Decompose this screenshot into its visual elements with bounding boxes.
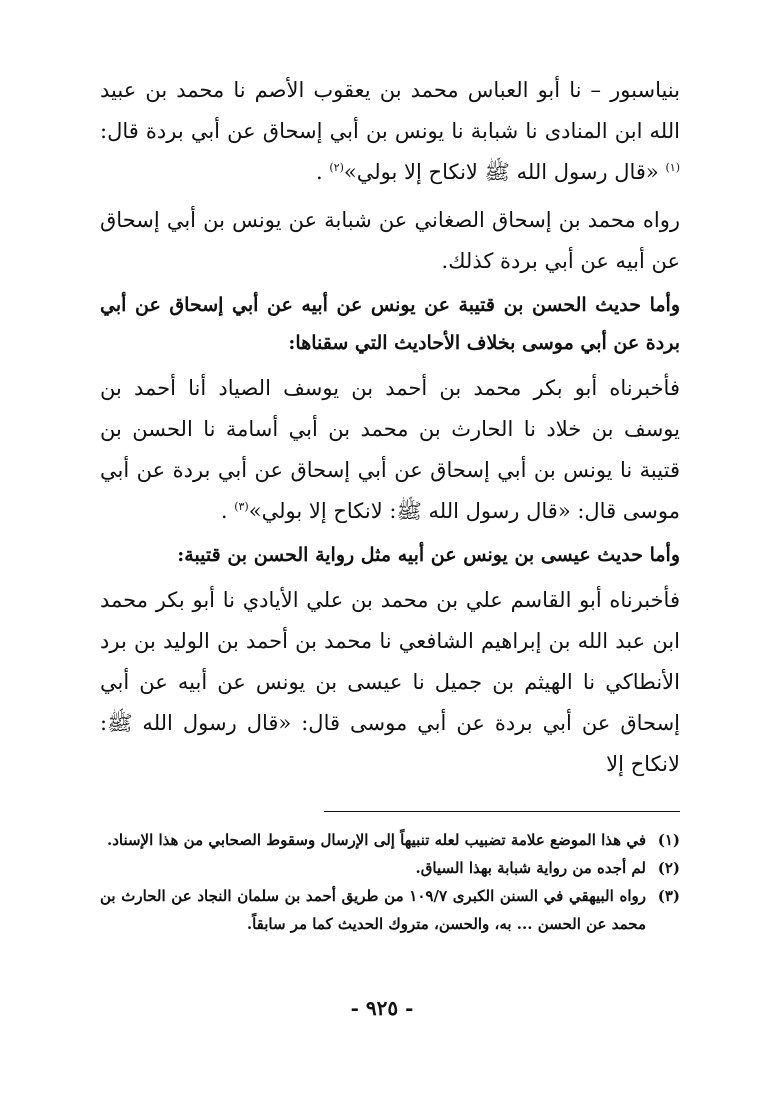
paragraph-3-text: فأخبرناه أبو بكر محمد بن أحمد بن يوسف الصياد أنا أحمد بن يوسف بن خلاد نا الحارث بن محمد بن أبي أسامة نا الحسن بن قتيبة نا يونس بن أبي إسحاق عن أبي إسحاق عن أبي بردة عن أبي موسى قال: «قال رسول الله ﷺ: لانكاح إلا بولي»: [100, 376, 680, 523]
footnotes: [100, 826, 680, 938]
section-heading-1: وأما حديث الحسن بن قتيبة عن يونس عن أبيه عن أبي إسحاق عن أبي بردة عن أبي موسى بخلاف الأحاديث التي سقناها:: [100, 294, 680, 354]
footnote-1-number: (١): [657, 831, 680, 849]
footnote-ref-1: (١): [665, 161, 680, 174]
footnote-ref-3: (٣): [234, 500, 249, 513]
paragraph-1: [100, 70, 680, 193]
footnote-ref-2: (٢): [329, 161, 344, 174]
footnote-1-text: في هذا الموضع علامة تضبيب لعله تنبيهاً إلى الإرسال وسقوط الصحابي من هذا الإسناد.: [106, 831, 646, 849]
footnote-3-text: رواه البيهقي في السنن الكبرى ١٠٩/٧ من طريق أحمد بن سلمان النجاد عن الحارث بن محمد عن الحسن ... به، والحسن، متروك الحديث كما مر سابقاً.: [100, 887, 646, 933]
paragraph-4: فأخبرناه أبو القاسم علي بن محمد بن علي الأيادي نا أبو بكر محمد ابن عبد الله بن إبراهيم الشافعي نا محمد بن أحمد بن الوليد بن برد الأنطاكي نا الهيثم بن جميل نا عيسى بن يونس عن أبيه عن أبي إسحاق عن أبي بردة عن أبي موسى قال: «قال رسول الله ﷺ: لانكاح إلا: [100, 588, 680, 776]
footnote-divider: [324, 811, 680, 812]
paragraph-1-end: .: [316, 160, 323, 184]
section-heading-2: وأما حديث عيسى بن يونس عن أبيه مثل رواية الحسن بن قتيبة:: [177, 544, 680, 566]
footnote-3: [100, 882, 680, 938]
paragraph-3: [100, 368, 680, 532]
footnote-2-number: (٢): [657, 859, 680, 877]
footnote-2: [100, 854, 680, 882]
page-number: - ٩٢٥ -: [350, 996, 414, 1020]
footnote-3-number: (٣): [657, 887, 680, 905]
paragraph-3-end: .: [220, 499, 228, 523]
hadith-quote-1: «قال رسول الله ﷺ لانكاح إلا بولي»: [343, 160, 659, 184]
footnote-1: [100, 826, 680, 854]
footnote-2-text: لم أجده من رواية شبابة بهذا السياق.: [415, 859, 646, 877]
paragraph-1-text: بنياسبور – نا أبو العباس محمد بن يعقوب الأصم نا محمد بن عبيد الله ابن المنادى نا شبابة نا يونس بن أبي إسحاق عن أبي بردة قال:: [100, 78, 680, 143]
main-text: [100, 70, 680, 785]
paragraph-2: رواه محمد بن إسحاق الصغاني عن شبابة عن يونس بن أبي إسحاق عن أبيه عن أبي بردة كذلك.: [100, 208, 680, 273]
